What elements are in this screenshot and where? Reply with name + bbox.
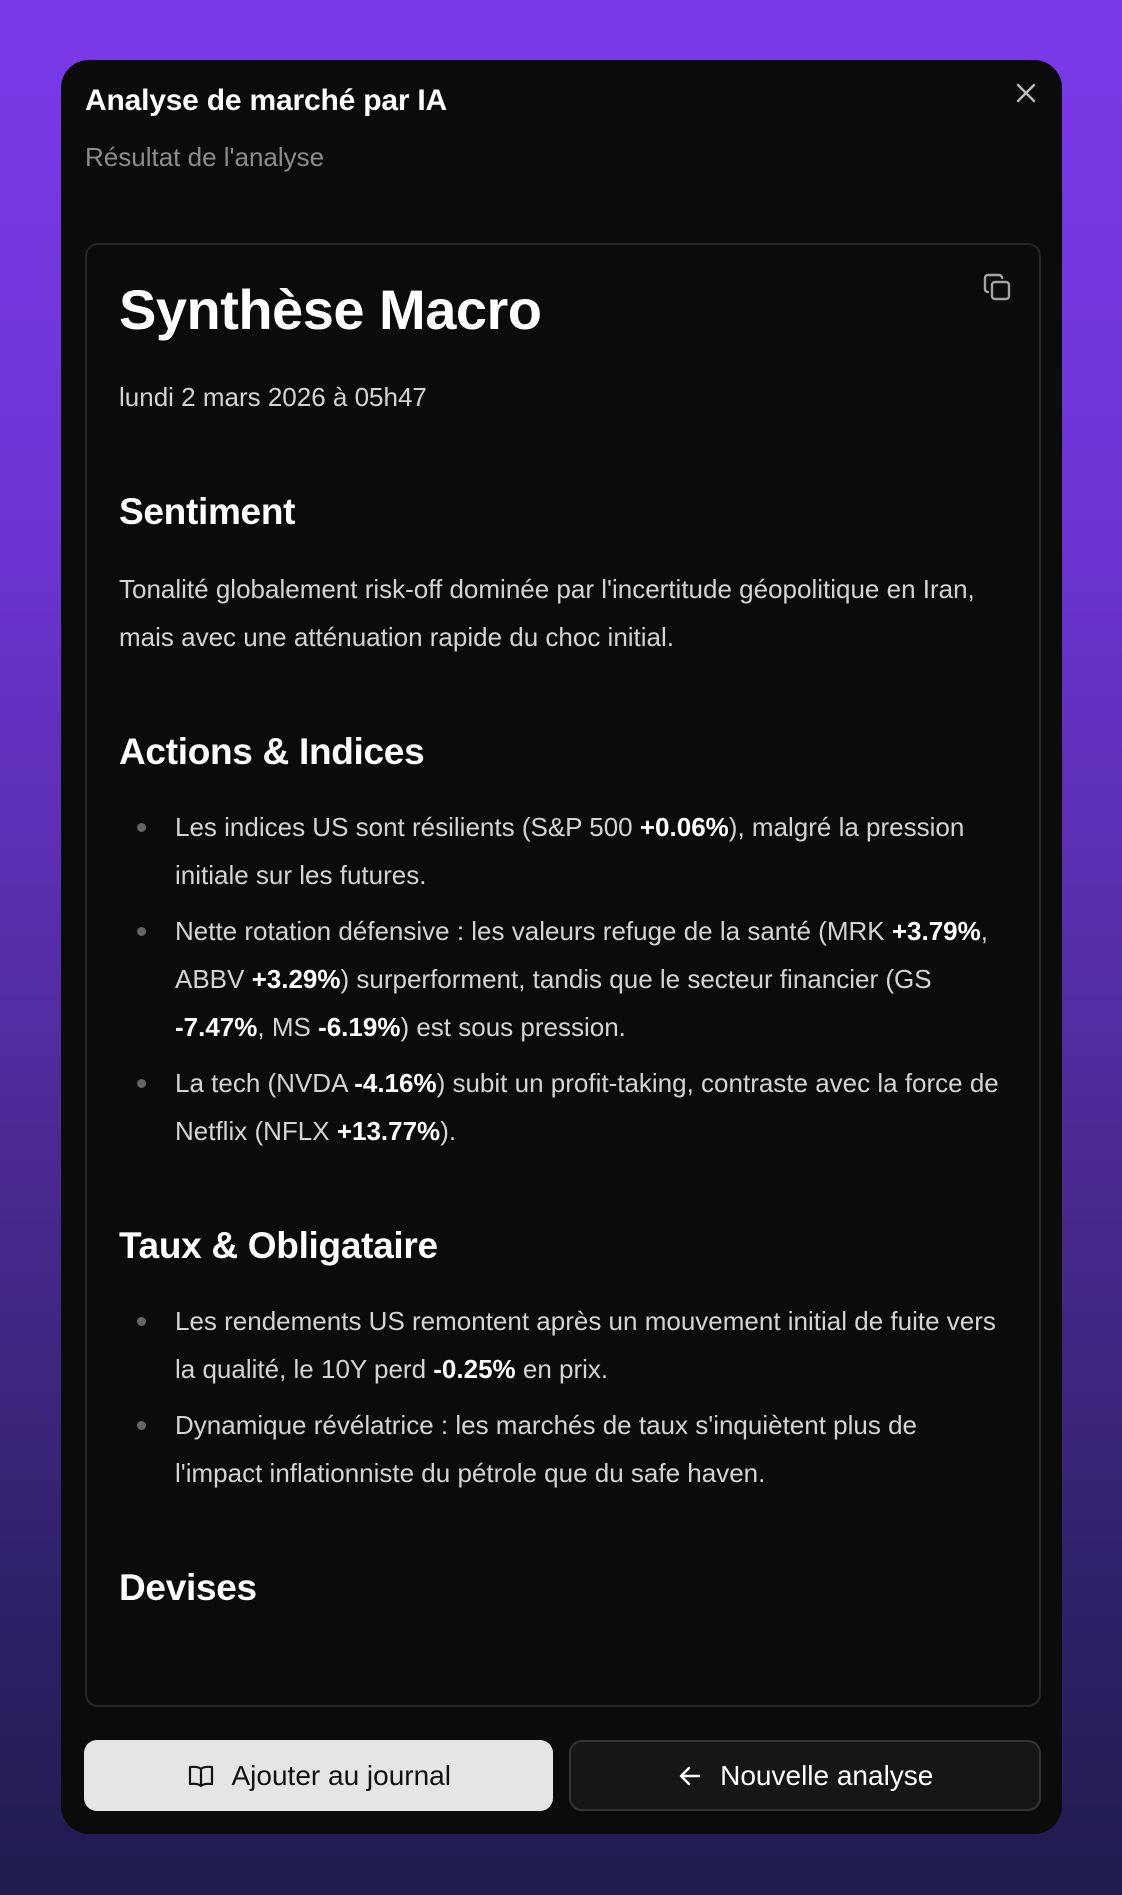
section-heading: Actions & Indices <box>119 731 425 772</box>
section-heading: Sentiment <box>119 491 296 532</box>
report-date: lundi 2 mars 2026 à 05h47 <box>119 382 427 412</box>
section-sentiment <box>119 489 999 661</box>
arrow-left-icon <box>676 1762 704 1790</box>
modal-subtitle: Résultat de l'analyse <box>85 142 325 172</box>
add-to-journal-button[interactable] <box>84 1740 553 1811</box>
bullet-item: Dynamique révélatrice : les marchés de taux s'inquiètent plus de l'impact inflationniste du pétrole que du safe haven. <box>119 1401 999 1497</box>
report-card[interactable] <box>85 243 1041 1707</box>
bullet-list <box>119 1297 999 1497</box>
book-open-icon <box>186 1761 216 1791</box>
bullet-item: Nette rotation défensive : les valeurs refuge de la santé (MRK +3.79%, ABBV +3.29%) surperforment, tandis que le secteur financier (GS -7.47%, MS -6.19%) est sous pression. <box>119 907 999 1051</box>
modal-title: Analyse de marché par IA <box>85 84 448 117</box>
section-actions-indices <box>119 729 999 1155</box>
section-taux-obligataire <box>119 1223 999 1497</box>
section-paragraph: Tonalité globalement risk-off dominée par l'incertitude géopolitique en Iran, mais avec une atténuation rapide du choc initial. <box>119 574 975 652</box>
bullet-item: Les rendements US remontent après un mouvement initial de fuite vers la qualité, le 10Y perd -0.25% en prix. <box>119 1297 999 1393</box>
section-devises <box>119 1565 999 1611</box>
close-button[interactable] <box>1011 78 1041 108</box>
section-heading: Taux & Obligataire <box>119 1225 438 1266</box>
close-icon <box>1015 82 1037 104</box>
bullet-item: La tech (NVDA -4.16%) subit un profit-taking, contraste avec la force de Netflix (NFLX +13.77%). <box>119 1059 999 1155</box>
new-analysis-button[interactable] <box>569 1740 1042 1811</box>
analysis-modal <box>61 60 1062 1834</box>
bullet-item: Les indices US sont résilients (S&P 500 +0.06%), malgré la pression initiale sur les futures. <box>119 803 999 899</box>
section-heading: Devises <box>119 1567 257 1608</box>
bullet-list <box>119 803 999 1155</box>
report-title: Synthèse Macro <box>119 278 542 341</box>
footer-actions <box>84 1740 1041 1811</box>
add-to-journal-label: Ajouter au journal <box>231 1759 451 1791</box>
new-analysis-label: Nouvelle analyse <box>720 1759 934 1791</box>
report-content <box>119 275 999 1611</box>
